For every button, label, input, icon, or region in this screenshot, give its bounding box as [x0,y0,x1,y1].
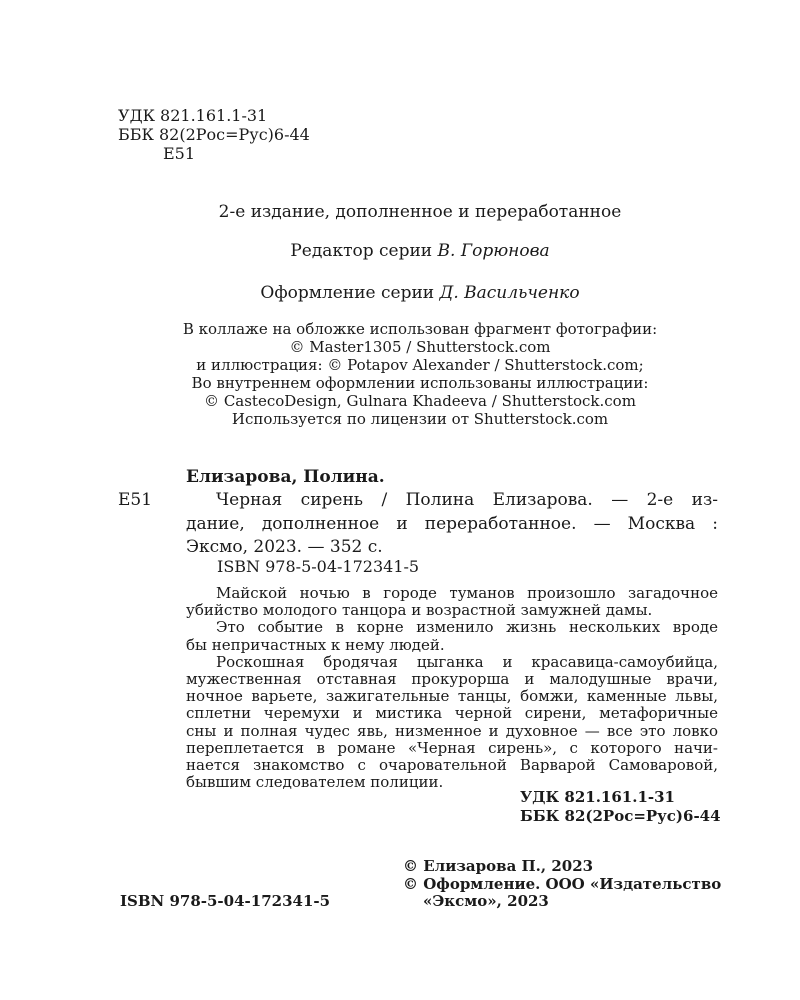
copyright-publisher: «Эксмо», 2023 [423,892,549,910]
bib-description-line: Черная сирень / Полина Елизарова. — 2-е из- [216,490,718,510]
annotation-line: убийство молодого танцора и возрастной замужней дамы. [186,601,653,620]
footer-classification [520,788,721,826]
author-heading: Елизарова, Полина. [186,467,385,487]
annotation-line: переплетается в романе «Черная сирень», с которого начи- [186,738,718,757]
bib-mark: Е51 [118,490,153,510]
author-mark: Е51 [163,144,196,163]
series-editor-name: В. Горюнова [437,241,550,261]
series-design-label: Оформление серии [260,283,435,303]
annotation-line: мужественная отставная прокурорша и малодушные врачи, [186,670,718,689]
annotation-line: ночное варьете, зажигательные танцы, бомжи, каменные львы, [186,687,718,706]
bbk-code: ББК 82(2Рос=Рус)6-44 [118,125,310,144]
series-design-name: Д. Васильченко [439,283,580,303]
annotation-line: сны и полная чудес явь, низменное и духовное — все это ловко [186,721,718,740]
series-design [120,283,720,303]
annotation-line: Это событие в корне изменило жизнь нескольких вроде [216,618,718,637]
annotation-line: сплетни черемухи и мистика черной сирени, метафоричные [186,704,718,723]
annotation [186,585,718,791]
isbn-bottom: ISBN 978-5-04-172341-5 [120,892,331,910]
credit-line: Используется по лицензии от Shutterstock.com [231,410,609,428]
udk-code: УДК 821.161.1-31 [118,106,268,125]
bib-description [186,489,718,560]
bib-description-line: Эксмо, 2023. — 352 с. [186,537,383,557]
bib-description-line: дание, дополненное и переработанное. — Москва : [186,513,718,534]
annotation-line: бы непричастных к нему людей. [186,635,445,654]
series-editor [120,241,720,261]
isbn: ISBN 978-5-04-172341-5 [217,557,420,576]
footer-bbk: ББК 82(2Рос=Рус)6-44 [520,807,721,825]
copyright-design: © Оформление. ООО «Издательство [403,874,722,893]
edition-line: 2-е издание, дополненное и переработанное [218,202,622,222]
series-editor-label: Редактор серии [290,241,433,261]
image-credits [120,320,720,428]
credit-line: © CastecoDesign, Gulnara Khadeeva / Shutterstock.com [204,392,636,410]
footer-udk: УДК 821.161.1-31 [520,788,675,806]
credit-line: Во внутреннем оформлении использованы иллюстрации: [191,374,649,392]
credit-line: и иллюстрация: © Potapov Alexander / Shutterstock.com; [196,356,644,374]
annotation-line: Майской ночью в городе туманов произошло загадочное [216,584,718,602]
credit-line: В коллаже на обложке использован фрагмент фотографии: [182,320,658,338]
annotation-line: нается знакомство с очаровательной Варварой Самоваровой, [186,756,718,775]
annotation-line: бывшим следователем полиции. [186,773,444,792]
copyright [403,858,721,911]
copyright-author: © Елизарова П., 2023 [403,857,594,875]
annotation-line: Роскошная бродячая цыганка и красавица-самоубийца, [216,652,718,671]
credit-line: © Master1305 / Shutterstock.com [289,338,551,356]
